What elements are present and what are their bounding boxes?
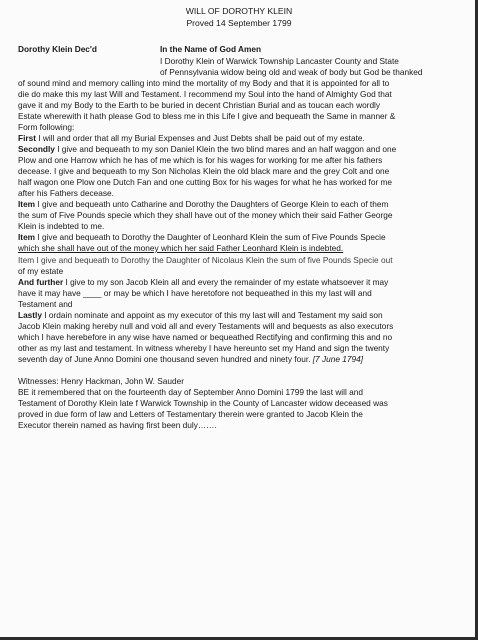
item-clause — [18, 199, 478, 209]
text-line: of sound mind and memory calling into mind the mortality of my Body and that it is appointed for all to — [18, 78, 390, 88]
clause-text: I will and order that all my Burial Expenses and Just Debts shall be paid out of my estate. — [35, 133, 365, 143]
text-line: the sum of Five Pounds specie which they shall have out of the money which their said Father George — [18, 210, 393, 220]
text-line: after his Fathers decease. — [18, 188, 114, 198]
text-line: Estate wherewith it hath please God to bless me in this Life I give and bequeath the Same in manner & — [18, 111, 396, 121]
text-line: Testament of Dorothy Klein late f Warwick Township in the County of Lancaster widow deceased was — [18, 398, 388, 408]
text-line: half wagon one Plow one Dutch Fan and one cutting Box for his wages for what he has worked for me — [18, 177, 393, 187]
clause-keyword: And further — [18, 277, 64, 287]
secondly-clause — [18, 144, 478, 154]
invocation-heading: In the Name of God Amen — [160, 44, 262, 54]
clause-text: I give to my son Jacob Klein all and every the remainder of my estate whatsoever it may — [63, 277, 389, 287]
text-line: die do make this my last Will and Testament. I recommend my Soul into the hand of Almighty God that — [18, 89, 392, 99]
text-line: which I have herebefore in any wise have named or bequeathed Rectifying and confirming this and no — [18, 332, 393, 342]
text-line: proved in due form of law and Letters of Testamentary therein were granted to Jacob Klein the — [18, 409, 363, 419]
clause-text: I give and bequeath to my son Daniel Klein the two blind mares and an half waggon and one — [54, 144, 397, 154]
text-line: I Dorothy Klein of Warwick Township Lancaster County and State — [160, 56, 399, 66]
clause-text: I give and bequeath to Dorothy the Daughter of Leonhard Klein the sum of Five Pounds Specie — [35, 232, 386, 242]
and-further-clause — [18, 277, 478, 287]
signature-date-line — [18, 354, 478, 364]
clause-keyword: Item — [18, 199, 36, 209]
text-line: Testament and — [18, 299, 73, 309]
proved-date: Proved 14 September 1799 — [186, 18, 292, 28]
text-line: gave it and my Body to the Earth to be buried in decent Christian Burial and as toucan each wordly — [18, 100, 381, 110]
text-line: Jacob Klein making hereby null and void all and every Testaments will and bequests as also executors — [18, 321, 394, 331]
witnesses-line: Witnesses: Henry Hackman, John W. Sauder — [18, 376, 185, 386]
decedent-label: Dorothy Klein Dec'd — [18, 44, 97, 54]
text-line: which she shall have out of the money which her said Father Leonhard Klein is indebted. — [18, 243, 344, 253]
clause-keyword: Item — [18, 232, 36, 242]
item-clause — [18, 232, 478, 242]
document-title: WILL OF DOROTHY KLEIN — [185, 6, 293, 16]
text-line: Item I give and bequeath to Dorothy the Daughter of Nicolaus Klein the sum of five Pounds Specie out — [18, 255, 393, 265]
date-note: [7 June 1794] — [312, 354, 364, 364]
text-line: Plow and one Harrow which he has of me which is for his wages for working for me after his fathers — [18, 155, 383, 165]
text-line: BE it remembered that on the fourteenth day of September Anno Domini 1799 the last will and — [18, 387, 363, 397]
clause-text: seventh day of June Anno Domini one thousand seven hundred and ninety four. — [18, 354, 313, 364]
text-line: have it may have ____ or may be which I have heretofore not bequeathed in this my last will and — [18, 288, 372, 298]
clause-keyword: Lastly — [18, 310, 42, 320]
clause-text: I ordain nominate and appoint as my executor of this my last will and Testament my said son — [41, 310, 383, 320]
first-clause — [18, 133, 478, 143]
clause-text: I give and bequeath unto Catharine and Dorothy the Daughters of George Klein to each of them — [35, 199, 389, 209]
text-line: Executor therein named as having first been duly……. — [18, 420, 217, 430]
lastly-clause — [18, 310, 478, 320]
clause-keyword: First — [18, 133, 36, 143]
text-line: of Pennsylvania widow being old and weak of body but God be thanked — [160, 67, 423, 77]
text-line: decease. I give and bequeath to my Son Nicholas Klein the old black mare and the grey Colt and one — [18, 166, 390, 176]
clause-keyword: Secondly — [18, 144, 55, 154]
text-line: of my estate — [18, 266, 64, 276]
text-line: Klein is indebted to me. — [18, 221, 105, 231]
text-line: Form following: — [18, 122, 75, 132]
text-line: other as my last and testament. In witness whereby I have hereunto set my Hand and sign the twenty — [18, 343, 390, 353]
